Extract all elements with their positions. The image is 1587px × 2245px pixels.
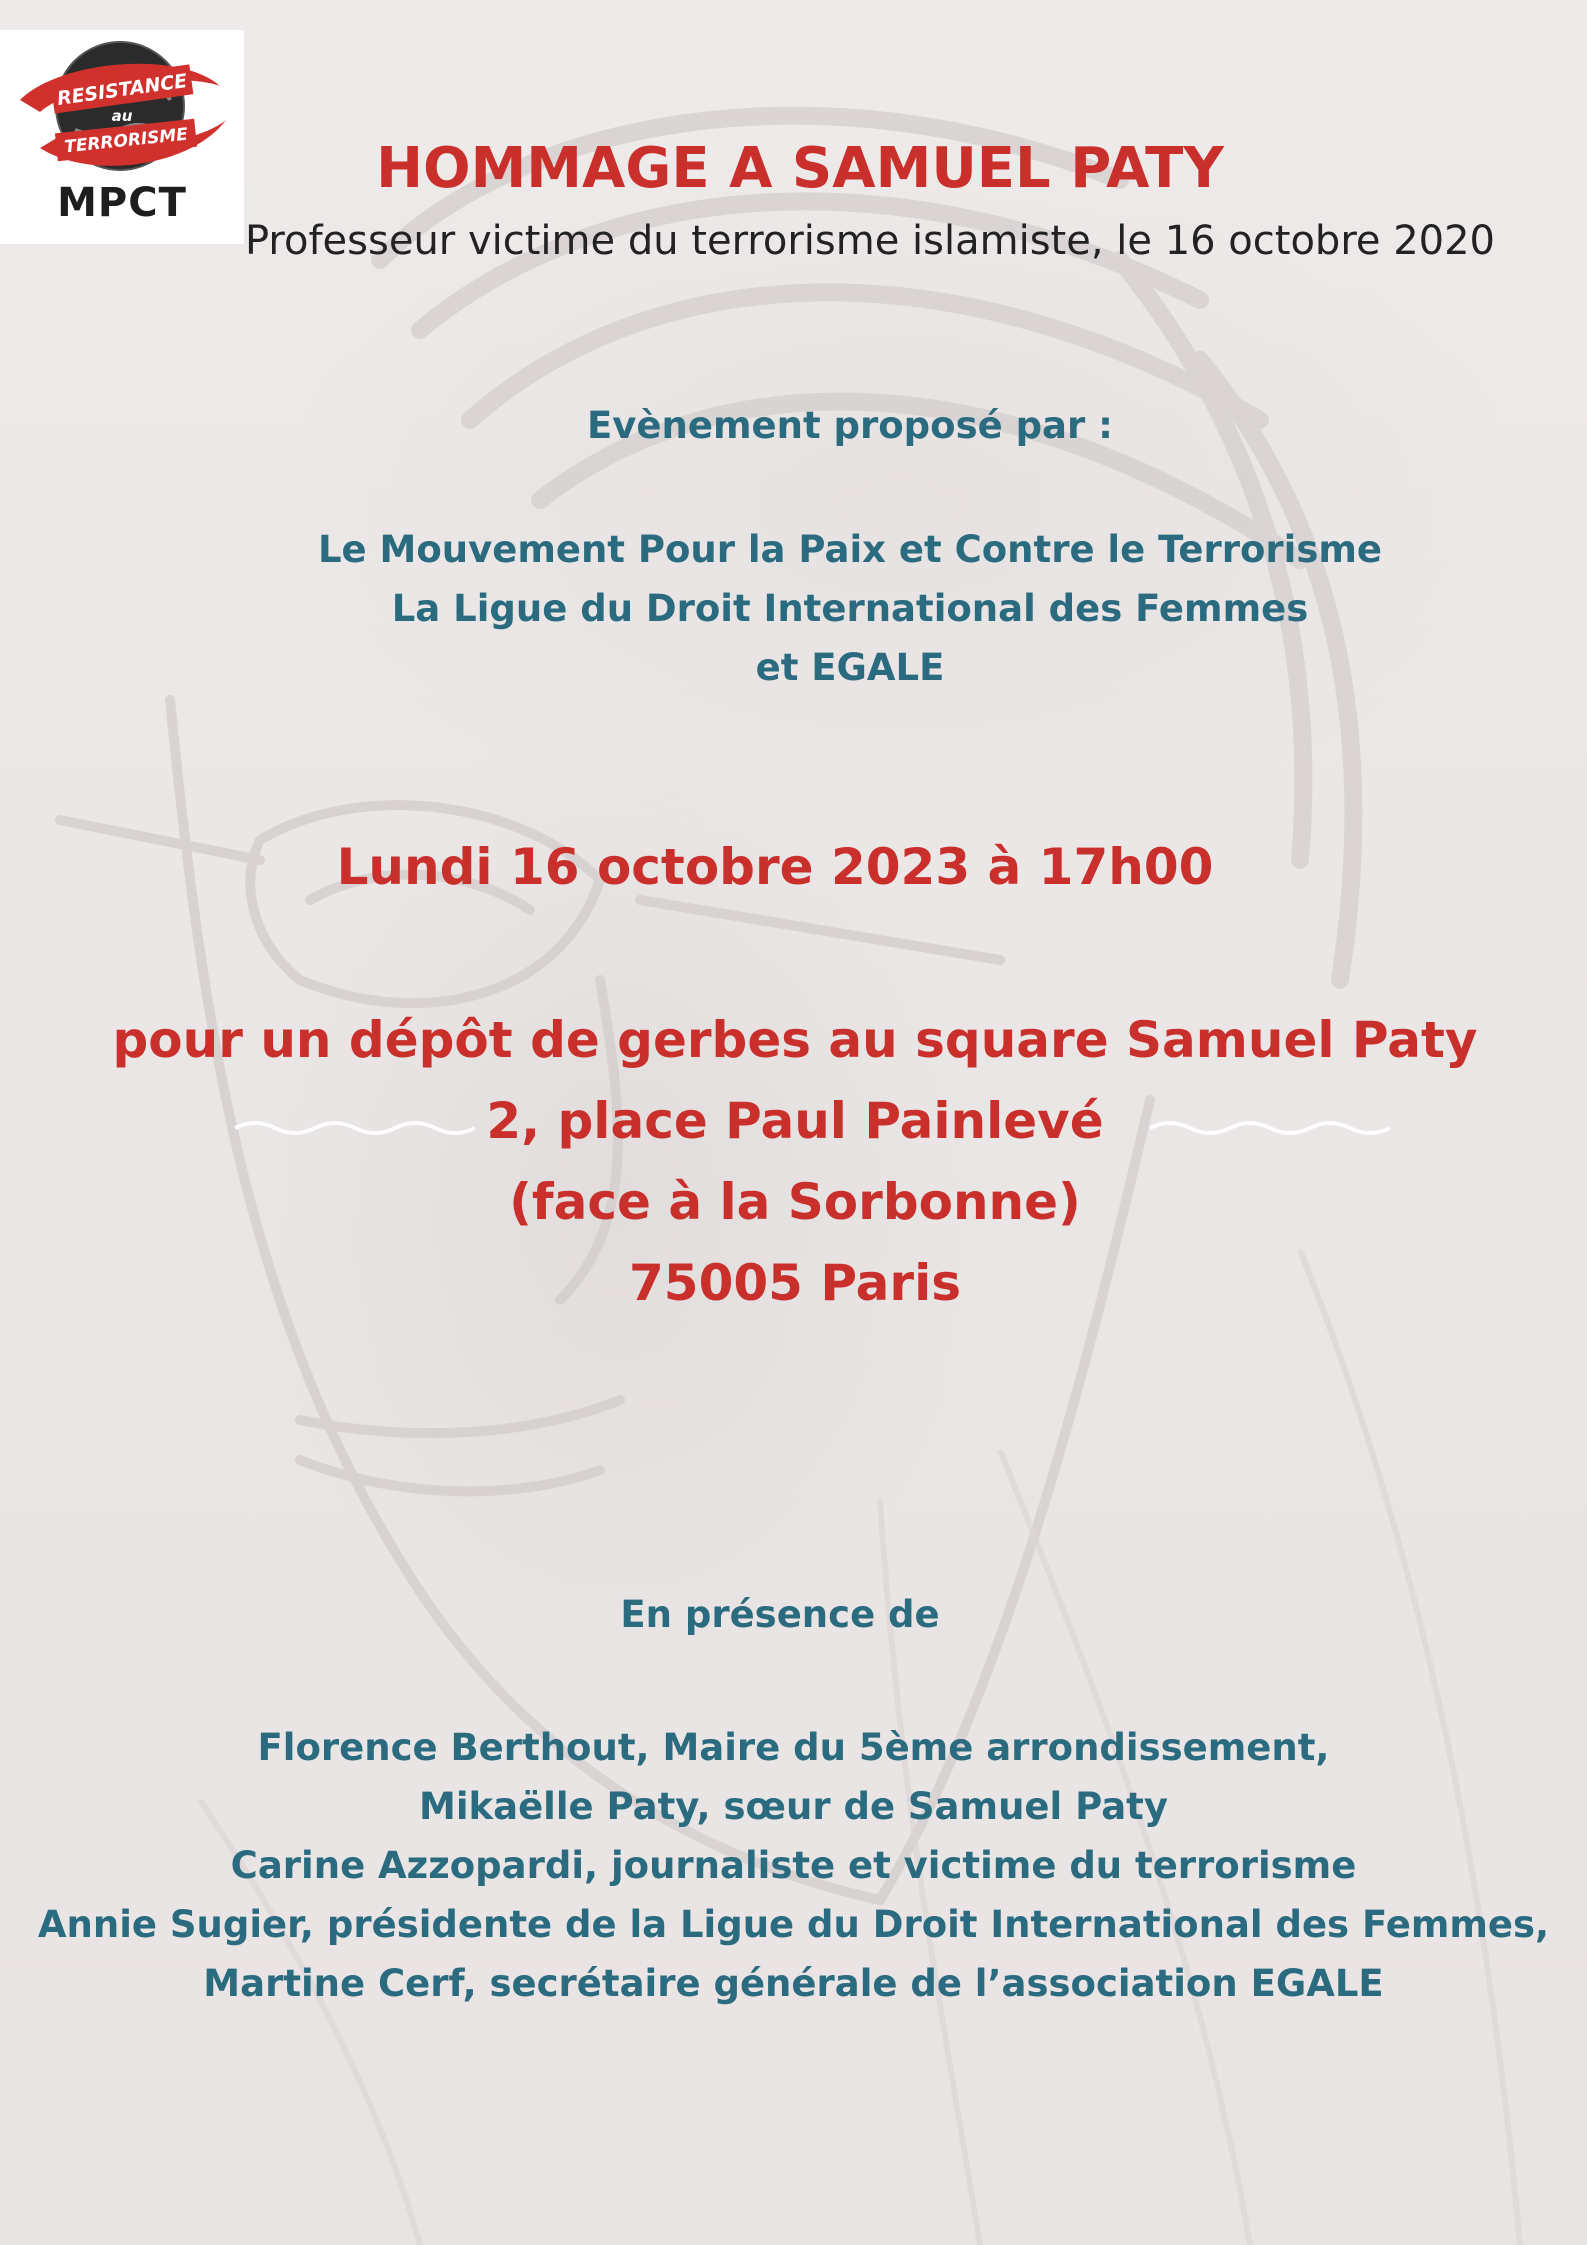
organizers-list (160, 520, 1540, 697)
guest-line: Martine Cerf, secrétaire générale de l’association EGALE (203, 1962, 1384, 2005)
page-title: HOMMAGE A SAMUEL PATY (376, 136, 1224, 201)
logo-banner-middle: au (111, 107, 133, 125)
venue-line: pour un dépôt de gerbes au square Samuel Paty (112, 1011, 1478, 1069)
event-date: Lundi 16 octobre 2023 à 17h00 (336, 838, 1214, 896)
guests-list (0, 1718, 1587, 2013)
guest-line: Annie Sugier, présidente de la Ligue du Droit International des Femmes, (37, 1903, 1550, 1946)
organizers-label: Evènement proposé par : (587, 404, 1113, 447)
venue-line: 75005 Paris (629, 1254, 961, 1312)
guest-line: Carine Azzopardi, journaliste et victime du terrorisme (230, 1844, 1357, 1887)
logo-name: MPCT (57, 180, 187, 226)
event-venue (20, 1000, 1570, 1324)
venue-line: (face à la Sorbonne) (509, 1173, 1081, 1231)
organizer-line: et EGALE (755, 646, 945, 689)
venue-line: 2, place Paul Painlevé (486, 1092, 1104, 1150)
organizer-line: Le Mouvement Pour la Paix et Contre le Terrorisme (317, 528, 1383, 571)
page-subtitle: Professeur victime du terrorisme islamiste, le 16 octobre 2020 (245, 218, 1495, 264)
guests-label: En présence de (620, 1593, 940, 1636)
guest-line: Florence Berthout, Maire du 5ème arrondissement, (257, 1726, 1330, 1769)
logo-banner-bottom: TERRORISME (63, 124, 189, 158)
globe-icon (0, 30, 244, 180)
organizer-line: La Ligue du Droit International des Femmes (391, 587, 1309, 630)
logo-banner-top: RESISTANCE (55, 69, 189, 111)
mpct-logo (0, 30, 244, 244)
guest-line: Mikaëlle Paty, sœur de Samuel Paty (419, 1785, 1168, 1828)
